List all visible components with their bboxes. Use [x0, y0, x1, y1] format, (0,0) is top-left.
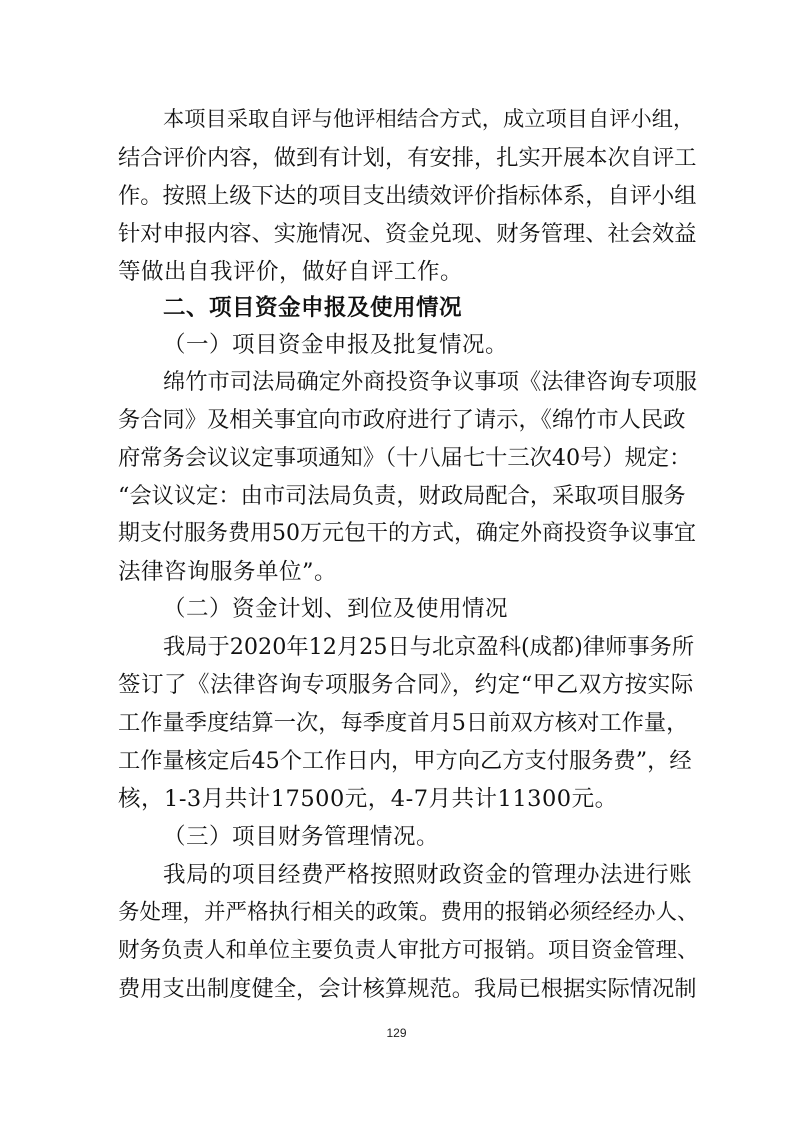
paragraph-line: 法律咨询服务单位”。: [118, 559, 338, 585]
paragraph-line: 签订了《法律咨询专项服务合同》，约定“甲乙双方按实际: [118, 672, 694, 698]
paragraph-line: 结合评价内容，做到有计划，有安排，扎实开展本次自评工: [118, 145, 697, 171]
paragraph-line: 务处理，并严格执行相关的政策。费用的报销必须经经办人、: [118, 900, 699, 925]
paragraph-line: 工作量核定后45个工作日内，甲方向乙方支付服务费”，经: [118, 748, 692, 774]
paragraph-line: 我局于2020年12月25日与北京盈科(成都)律师事务所: [163, 634, 695, 660]
paragraph-line: 作。按照上级下达的项目支出绩效评价指标体系，自评小组: [118, 183, 697, 209]
paragraph-line: “会议议定：由市司法局负责，财政局配合，采取项目服务: [118, 483, 686, 509]
paragraph-line: 核，1-3月共计17500元，4-7月共计11300元。: [118, 786, 618, 812]
paragraph-line: 我局的项目经费严格按照财政资金的管理办法进行账: [163, 862, 693, 888]
paragraph-line: 费用支出制度健全，会计核算规范。我局已根据实际情况制: [118, 976, 697, 1002]
page-number: 129: [386, 1026, 407, 1040]
paragraph-line: 绵竹市司法局确定外商投资争议事项《法律咨询专项服: [163, 369, 697, 395]
section-heading: 二、项目资金申报及使用情况: [163, 295, 463, 321]
paragraph-line: 等做出自我评价，做好自评工作。: [118, 259, 464, 285]
subsection-heading: （二）资金计划、到位及使用情况: [163, 596, 509, 622]
paragraph-line: 财务负责人和单位主要负责人审批方可报销。项目资金管理、: [118, 938, 699, 963]
paragraph-line: 针对申报内容、实施情况、资金兑现、财务管理、社会效益: [118, 221, 697, 247]
paragraph-line: 务合同》及相关事宜向市政府进行了请示，《绵竹市人民政: [118, 407, 686, 433]
paragraph-line: 期支付服务费用50万元包干的方式，确定外商投资争议事宜: [118, 521, 696, 546]
paragraph-line: 本项目采取自评与他评相结合方式，成立项目自评小组，: [163, 107, 695, 132]
subsection-heading: （三）项目财务管理情况。: [163, 824, 440, 850]
paragraph-line: 工作量季度结算一次，每季度首月5日前双方核对工作量，: [118, 710, 689, 736]
paragraph-line: 府常务会议议定事项通知》（十八届七十三次40号）规定：: [118, 445, 692, 471]
subsection-heading: （一）项目资金申报及批复情况。: [163, 332, 509, 358]
